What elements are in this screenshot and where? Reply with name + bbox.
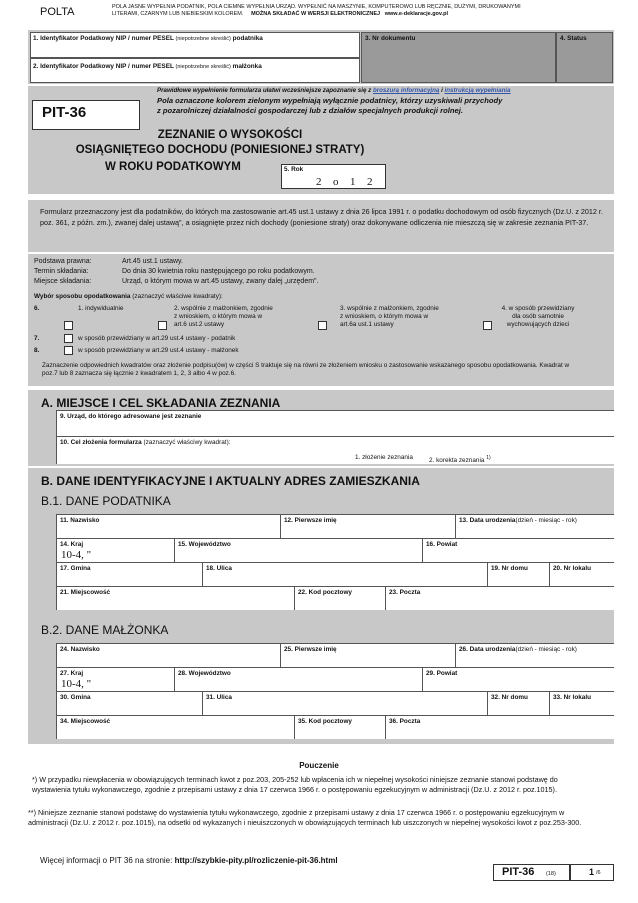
imie-field[interactable]: 12. Pierwsze imię: [280, 514, 455, 538]
legal-basis: Podstawa prawna: Art.45 ust.1 ustawy. Termin składania: Do dnia 30 kwietnia roku następującego po roku podatkowym. Miejsce składania: Urząd, o którym mowa w art.45 ustawy, zwany dalej „urzędem".: [34, 258, 319, 285]
gmina-field[interactable]: 17. Gmina: [56, 562, 202, 586]
note-line1: Prawidłowe wypełnienie formularza ułatwi wcześniejsze zapoznanie się z broszurą informacyjną i instrukcją wypełniania: [157, 87, 511, 94]
data-urodzenia-field[interactable]: 13. Data urodzenia(dzień - miesiąc - rok): [455, 514, 614, 538]
year-value: 2 o 1 2: [316, 176, 375, 188]
nr-lokalu-field[interactable]: 20. Nr lokalu: [549, 562, 614, 586]
opt2-checkbox[interactable]: [158, 321, 167, 330]
cel-opt2-label: 2. korekta zeznania $^{1)}$: [429, 455, 491, 465]
footer-page: 1: [589, 867, 595, 877]
field-7-text: w sposób przewidziany w art.29 ust.4 ustawy - podatnik: [78, 335, 236, 342]
kraj-field[interactable]: 14. Kraj 10-4, ": [56, 538, 174, 562]
nr-lokalu-malzonka-field[interactable]: 33. Nr lokalu: [549, 691, 614, 715]
ulica-field[interactable]: 18. Ulica: [202, 562, 487, 586]
wojewodztwo-malzonka-field[interactable]: 28. Województwo: [174, 667, 422, 691]
nr-domu-malzonka-field[interactable]: 32. Nr domu: [487, 691, 549, 715]
note-line3: z pozarolniczej działalności gospodarczej lub z działów specjalnych produkcji rolnej.: [157, 106, 463, 115]
section-b2-title: B.2. DANE MAŁŻONKA: [41, 623, 169, 637]
year-field[interactable]: [281, 164, 386, 189]
method-note: Zaznaczenie odpowiednich kwadratów oraz złożenie podpisu(ów) w części S traktuje się na równi ze złożeniem wniosku o zastosowanie wskazanego sposobu opodatkowania. Kwadrat w poz.7 lub 8 zaznacza się łącznie z kwadratem 1, 2, 3 albo 4 w poz.6.: [42, 362, 570, 377]
nazwisko-malzonka-field[interactable]: 24. Nazwisko: [56, 643, 280, 667]
instructions-line2: LITERAMI, CZARNYM LUB NIEBIESKIM KOLOREM. MOŻNA SKŁADAĆ W WERSJI ELEKTRONICZNEJ www.e-deklaracje.gov.pl: [112, 11, 448, 17]
title-line2: OSIĄGNIĘTEGO DOCHODU (PONIESIONEJ STRATY): [75, 144, 365, 156]
opt2-label: 2. wspólnie z małżonkiem, zgodnie z wnioskiem, o którym mowa w art.6 ust.2 ustawy: [174, 305, 273, 328]
pouczenie-p1: *) W przypadku niewpłacenia w obowiązujących terminach kwot z poz.203, 205-252 lub wpłacenia ich w niepełnej wysokości niniejsze zeznanie stanowi podstawę do wystawienia tytułu wykonawczego, zgodnie z przepisami ustawy z dnia 17 czerwca 1966 r. o postępowaniu egzekucyjnym w administracji (Dz.U. z 2012 r. poz.1015).: [32, 775, 558, 794]
data-urodzenia-malzonka-field[interactable]: 26. Data urodzenia(dzień - miesiąc - rok): [455, 643, 614, 667]
field-8-label: 8.: [34, 347, 40, 354]
field-8-checkbox[interactable]: [64, 346, 73, 355]
section-b-title: B. DANE IDENTYFIKACYJNE I AKTUALNY ADRES ZAMIESZKANIA: [41, 474, 420, 488]
form-code: PIT-36: [42, 104, 87, 121]
instructions-line1: POLA JASNE WYPEŁNIA PODATNIK, POLA CIEMNE WYPEŁNIA URZĄD. WYPEŁNIĆ NA MASZYNIE, KOMPUTEROWO LUB RĘCZNIE, DUŻYMI, DRUKOWANYMI: [112, 4, 521, 10]
polta-label: POLTA: [40, 6, 75, 18]
intro-text: Formularz przeznaczony jest dla podatników, do których ma zastosowanie art.45 ust.1 ustawy z dnia 26 lipca 1991 r. o podatku dochodowym od osób fizycznych (Dz.U. z 2012 r. poz. 361, z późn. zm.), zwanej dalej ustawą", a osiągnięte przez nich dochody (poniesione straty) oraz dokonywane odliczenia nie mieszczą się w zakresie zeznania PIT-37.: [40, 207, 603, 227]
urzad-field[interactable]: 9. Urząd, do którego adresowane jest zeznanie: [56, 410, 614, 436]
field-8-text: w sposób przewidziany w art.29 ust.4 ustawy - małżonek: [78, 347, 239, 354]
nazwisko-field[interactable]: 11. Nazwisko: [56, 514, 280, 538]
opt1-checkbox[interactable]: [64, 321, 73, 330]
powiat-field[interactable]: 16. Powiat: [422, 538, 614, 562]
footer-page-of: /6: [596, 870, 601, 876]
form-title: [30, 128, 410, 158]
title-line1: ZEZNANIE O WYSOKOŚCI: [157, 129, 303, 141]
poczta-field[interactable]: 23. Poczta: [385, 586, 614, 610]
opt4-label: 4. w sposób przewidziany dla osób samotnie wychowujących dzieci: [501, 305, 575, 328]
more-info: Więcej informacji o PIT 36 na stronie: http://szybkie-pity.pl/rozliczenie-pit-36.html: [40, 856, 338, 865]
note-line2: Pola oznaczone kolorem zielonym wypełniają wyłącznie podatnicy, którzy uzyskiwali przychody: [157, 96, 503, 105]
method-heading: Wybór sposobu opodatkowania (zaznaczyć właściwe kwadraty):: [34, 293, 223, 300]
kraj-value: 10-4, ": [61, 549, 92, 561]
powiat-malzonka-field[interactable]: 29. Powiat: [422, 667, 614, 691]
cel-opt1-label: 1. złożenie zeznania: [355, 454, 413, 461]
imie-malzonka-field[interactable]: 25. Pierwsze imię: [280, 643, 455, 667]
cel-zlozenia-field[interactable]: 10. Cel złożenia formularza (zaznaczyć właściwy kwadrat): 1. złożenie zeznania 2. korekta zeznania $^{1)}$: [56, 436, 614, 464]
footer-code-box: [493, 864, 570, 881]
instruction-link[interactable]: instrukcją wypełniania: [444, 87, 511, 94]
pouczenie-heading: Pouczenie: [299, 761, 339, 770]
nip-malzonka-field[interactable]: 2. Identyfikator Podatkowy NIP / numer PESEL (niepotrzebne skreślić) małżonka: [30, 58, 360, 83]
miejscowosc-malzonka-field[interactable]: 34. Miejscowość: [56, 715, 294, 739]
field-7-checkbox[interactable]: [64, 334, 73, 343]
year-label: 5. Rok: [284, 166, 304, 173]
wojewodztwo-field[interactable]: 15. Województwo: [174, 538, 422, 562]
section-b1-title: B.1. DANE PODATNIKA: [41, 494, 171, 508]
poczta-malzonka-field[interactable]: 36. Poczta: [385, 715, 614, 739]
nr-dokumentu-field: 3. Nr dokumentu: [361, 32, 556, 83]
footer-code: PIT-36: [502, 866, 535, 878]
opt1-label: 1. indywidualnie: [78, 305, 124, 312]
pouczenie-p2: **) Niniejsze zeznanie stanowi podstawę do wystawienia tytułu wykonawczego, zgodnie z przepisami ustawy z dnia 17 czerwca 1966 r. o postępowaniu egzekucyjnym w administracji (Dz.U. z 2012 r. poz.1015), na odsetki od wykazanych i nieuiszczonych w obowiązujących terminach lub uiszczonych w niepełnej wysokości kwot z poz.253-300.: [28, 808, 582, 827]
kraj-malzonka-field[interactable]: 27. Kraj 10-4, ": [56, 667, 174, 691]
opt3-checkbox[interactable]: [318, 321, 327, 330]
kod-pocztowy-field[interactable]: 22. Kod pocztowy: [294, 586, 385, 610]
more-info-link[interactable]: http://szybkie-pity.pl/rozliczenie-pit-36.html: [174, 856, 338, 865]
header-instructions: [112, 4, 617, 18]
field-6-label: 6.: [34, 305, 40, 312]
kraj-malzonka-value: 10-4, ": [61, 678, 92, 690]
section-a-title: A. MIEJSCE I CEL SKŁADANIA ZEZNANIA: [41, 396, 281, 410]
field-7-label: 7.: [34, 335, 40, 342]
title-line3: W ROKU PODATKOWYM: [105, 161, 241, 173]
ulica-malzonka-field[interactable]: 31. Ulica: [202, 691, 487, 715]
opt4-checkbox[interactable]: [483, 321, 492, 330]
brochure-link[interactable]: broszurą informacyjną: [372, 87, 440, 94]
footer-version: (18): [546, 871, 556, 877]
form-note: [157, 87, 617, 116]
footer-page-box: [570, 864, 614, 881]
opt3-label: 3. wspólnie z małżonkiem, zgodnie z wnioskiem, o którym mowa w art.6a ust.1 ustawy: [340, 305, 439, 328]
kod-pocztowy-malzonka-field[interactable]: 35. Kod pocztowy: [294, 715, 385, 739]
miejscowosc-field[interactable]: 21. Miejscowość: [56, 586, 294, 610]
nr-domu-field[interactable]: 19. Nr domu: [487, 562, 549, 586]
status-field: 4. Status: [556, 32, 613, 83]
gmina-malzonka-field[interactable]: 30. Gmina: [56, 691, 202, 715]
nip-podatnika-field[interactable]: 1. Identyfikator Podatkowy NIP / numer PESEL (niepotrzebne skreślić) podatnika: [30, 32, 360, 58]
